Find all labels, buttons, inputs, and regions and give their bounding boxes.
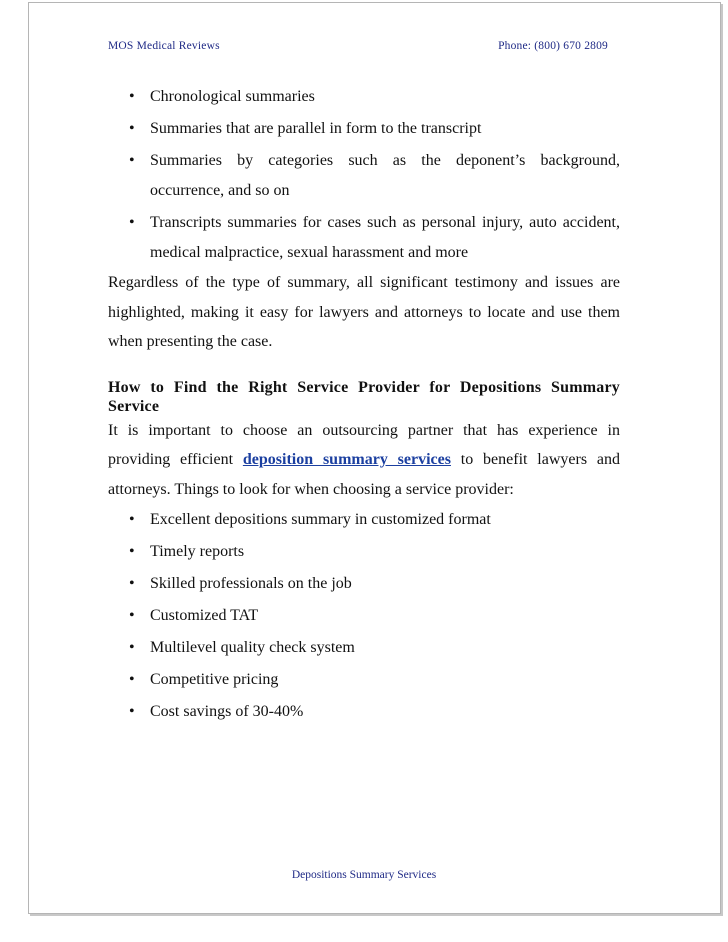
list-item: • Chronological summaries bbox=[108, 82, 620, 112]
page-header bbox=[108, 40, 608, 56]
list-item: • Cost savings of 30-40% bbox=[108, 696, 620, 728]
list-item: • Competitive pricing bbox=[108, 664, 620, 696]
list-item: • Summaries by categories such as the deponent’s background, occurrence, and so on bbox=[108, 146, 620, 206]
bullet-icon: • bbox=[129, 88, 135, 105]
bullet-icon: • bbox=[129, 511, 135, 528]
page-content bbox=[108, 82, 620, 728]
bullet-icon: • bbox=[129, 214, 135, 231]
header-phone: Phone: (800) 670 2809 bbox=[498, 40, 608, 52]
summary-types-list bbox=[108, 82, 620, 268]
bullet-icon: • bbox=[129, 120, 135, 137]
bullet-icon: • bbox=[129, 703, 135, 720]
list-item: • Timely reports bbox=[108, 536, 620, 568]
list-item: • Excellent depositions summary in customized format bbox=[108, 504, 620, 536]
bullet-icon: • bbox=[129, 671, 135, 688]
page-footer: Depositions Summary Services bbox=[291, 869, 437, 881]
list-item: • Multilevel quality check system bbox=[108, 632, 620, 664]
provider-paragraph: It is important to choose an outsourcing partner that has experience in providing efficient deposition summary services to benefit lawyers and attorneys. Things to look for when choosing a service provider: bbox=[108, 421, 620, 498]
list-item: • Skilled professionals on the job bbox=[108, 568, 620, 600]
section-heading: How to Find the Right Service Provider for Depositions Summary Service bbox=[108, 378, 620, 415]
bullet-icon: • bbox=[129, 575, 135, 592]
list-item: • Summaries that are parallel in form to the transcript bbox=[108, 114, 620, 144]
bullet-icon: • bbox=[129, 543, 135, 560]
provider-criteria-list bbox=[108, 504, 620, 728]
list-item: • Customized TAT bbox=[108, 600, 620, 632]
bullet-icon: • bbox=[129, 639, 135, 656]
bullet-icon: • bbox=[129, 152, 135, 169]
deposition-summary-services-link[interactable]: deposition summary services bbox=[242, 451, 451, 468]
summary-paragraph: Regardless of the type of summary, all significant testimony and issues are highlighted, making it easy for lawyers and attorneys to locate and use them when presenting the case. bbox=[108, 274, 620, 350]
list-item: • Transcripts summaries for cases such as personal injury, auto accident, medical malpractice, sexual harassment and more bbox=[108, 208, 620, 268]
bullet-icon: • bbox=[129, 607, 135, 624]
header-company-name: MOS Medical Reviews bbox=[108, 40, 220, 52]
